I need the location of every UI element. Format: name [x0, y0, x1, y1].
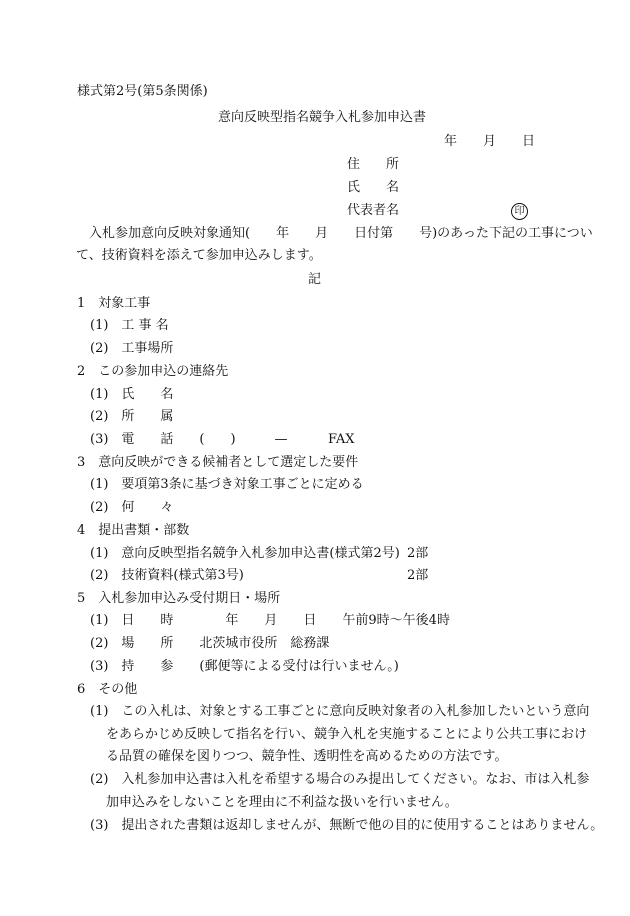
- intro-line-2: て、技術資料を添えて参加申込みします。: [76, 248, 322, 263]
- document-title: 意向反映型指名競争入札参加申込書: [218, 110, 427, 125]
- section-6-item-3-line-1: (3) 提出された書類は返却しませんが、無断で他の目的に使用することはありません。: [90, 818, 604, 833]
- section-4-item-1: (1) 意向反映型指名競争入札参加申込書(様式第2号): [90, 546, 400, 561]
- section-1-heading: 1 対象工事: [77, 296, 151, 311]
- section-6-item-2-line-2: 加申込みをしないことを理由に不利益な扱いを行いません。: [106, 795, 458, 810]
- section-4-item-2: (2) 技術資料(様式第3号): [90, 568, 244, 583]
- seal-mark: 印: [511, 203, 528, 220]
- section-2-heading: 2 この参加申込の連絡先: [77, 364, 229, 379]
- section-5-item-2: (2) 場 所 北茨城市役所 総務課: [90, 636, 330, 651]
- address-label: 住 所: [347, 157, 400, 172]
- section-4-heading: 4 提出書類・部数: [77, 523, 190, 538]
- section-5-item-1: (1) 日 時 年 月 日 午前9時～午後4時: [90, 613, 450, 628]
- representative-label: 代表者名: [347, 203, 400, 218]
- section-4-item-2-count: 2部: [407, 568, 429, 583]
- section-2-item-1: (1) 氏 名: [90, 387, 174, 402]
- section-4-item-1-count: 2部: [407, 546, 429, 561]
- intro-line-1: 入札参加意向反映対象通知( 年 月 日付第 号)のあった下記の工事につい: [76, 226, 593, 241]
- section-3-item-2: (2) 何 々: [90, 500, 174, 515]
- section-3-heading: 3 意向反映ができる候補者として選定した要件: [77, 455, 359, 470]
- fax-label: FAX: [328, 432, 355, 447]
- section-6-item-1-line-2: をあらかじめ反映して指名を行い、競争入札を実施することにより公共工事におけ: [106, 727, 588, 742]
- section-2-item-2: (2) 所 属: [90, 409, 174, 424]
- section-2-item-3: (3) 電 話 ( ) —: [90, 432, 288, 447]
- date-line: 年 月 日: [444, 134, 536, 149]
- section-5-item-3: (3) 持 参 (郵便等による受付は行いません。): [90, 659, 399, 674]
- section-1-item-2: (2) 工事場所: [90, 341, 174, 356]
- name-label: 氏 名: [347, 180, 400, 195]
- section-6-heading: 6 その他: [77, 682, 138, 697]
- ki-heading: 記: [308, 272, 322, 287]
- section-6-item-1-line-1: (1) この入札は、対象とする工事ごとに意向反映対象者の入札参加したいという意向: [90, 704, 590, 719]
- section-3-item-1: (1) 要項第3条に基づき対象工事ごとに定める: [90, 477, 364, 492]
- section-6-item-1-line-3: る品質の確保を図りつつ、競争性、透明性を高めるための方法です。: [106, 749, 508, 764]
- section-6-item-2-line-1: (2) 入札参加申込書は入札を希望する場合のみ提出してください。なお、市は入札参: [90, 772, 590, 787]
- form-number: 様式第2号(第5条関係): [77, 84, 208, 99]
- section-5-heading: 5 入札参加申込み受付期日・場所: [77, 591, 281, 606]
- section-1-item-1: (1) 工 事 名: [90, 318, 169, 333]
